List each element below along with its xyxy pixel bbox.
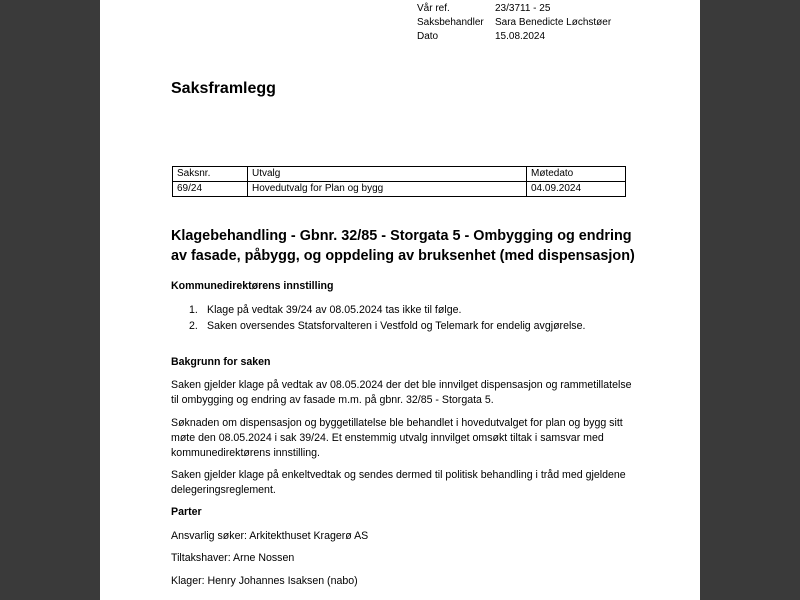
cell-saksnr: 69/24 (173, 182, 248, 197)
list-item (171, 318, 585, 334)
header-utvalg: Utvalg (248, 167, 527, 182)
case-table-row (173, 182, 626, 197)
meta-handler-value: Sara Benedicte Løchstøer (495, 17, 612, 28)
header-saksnr: Saksnr. (173, 167, 248, 182)
bakgrunn-paragraph-2: Søknaden om dispensasjon og byggetillatelse ble behandlet i hovedutvalget for plan og bygg sitt møte den 08.05.2024 i sak 39/24. Et enstemmig utvalg innvilget omsøkt tiltak i samsvar med kommunedirektørens innstilling. (171, 417, 623, 459)
document-meta (417, 2, 611, 44)
meta-ref-label: Vår ref. (417, 3, 450, 14)
parter-klager: Klager: Henry Johannes Isaksen (nabo) (171, 575, 358, 587)
document-page (100, 0, 700, 600)
meta-ref (417, 2, 611, 16)
list-number: 2. (189, 320, 198, 332)
list-item (171, 302, 585, 318)
bakgrunn-heading: Bakgrunn for saken (171, 356, 271, 368)
parter-tiltakshaver: Tiltakshaver: Arne Nossen (171, 552, 295, 564)
parter-heading: Parter (171, 506, 202, 518)
meta-date (417, 30, 611, 44)
case-heading: Klagebehandling - Gbnr. 32/85 - Storgata 5 - Ombygging og endring av fasade, påbygg, og oppdeling av bruksenhet (med dispensasjon) (171, 228, 635, 264)
case-table-header-row (173, 167, 626, 182)
cell-utvalg: Hovedutvalg for Plan og bygg (248, 182, 527, 197)
list-item-text: Saken oversendes Statsforvalteren i Vestfold og Telemark for endelig avgjørelse. (207, 320, 586, 332)
parter-soker: Ansvarlig søker: Arkitekthuset Kragerø AS (171, 530, 369, 542)
innstilling-list (171, 302, 585, 334)
innstilling-heading: Kommunedirektørens innstilling (171, 280, 334, 292)
meta-handler-label: Saksbehandler (417, 17, 484, 28)
meta-date-label: Dato (417, 31, 439, 42)
page-title: Saksframlegg (171, 80, 276, 97)
meta-handler (417, 16, 611, 30)
meta-date-value: 15.08.2024 (495, 31, 546, 42)
list-item-text: Klage på vedtak 39/24 av 08.05.2024 tas ikke til følge. (207, 304, 462, 316)
list-number: 1. (189, 304, 198, 316)
case-table (172, 166, 626, 197)
meta-ref-value: 23/3711 - 25 (495, 3, 551, 14)
cell-motedato: 04.09.2024 (527, 182, 626, 197)
bakgrunn-paragraph-1: Saken gjelder klage på vedtak av 08.05.2024 der det ble innvilget dispensasjon og rammetillatelse til ombygging og endring av fasade m.m. på gbnr. 32/85 - Storgata 5. (171, 379, 632, 406)
bakgrunn-paragraph-3: Saken gjelder klage på enkeltvedtak og sendes dermed til politisk behandling i tråd med gjeldene delegeringsreglement. (171, 469, 626, 496)
header-motedato: Møtedato (527, 167, 626, 182)
